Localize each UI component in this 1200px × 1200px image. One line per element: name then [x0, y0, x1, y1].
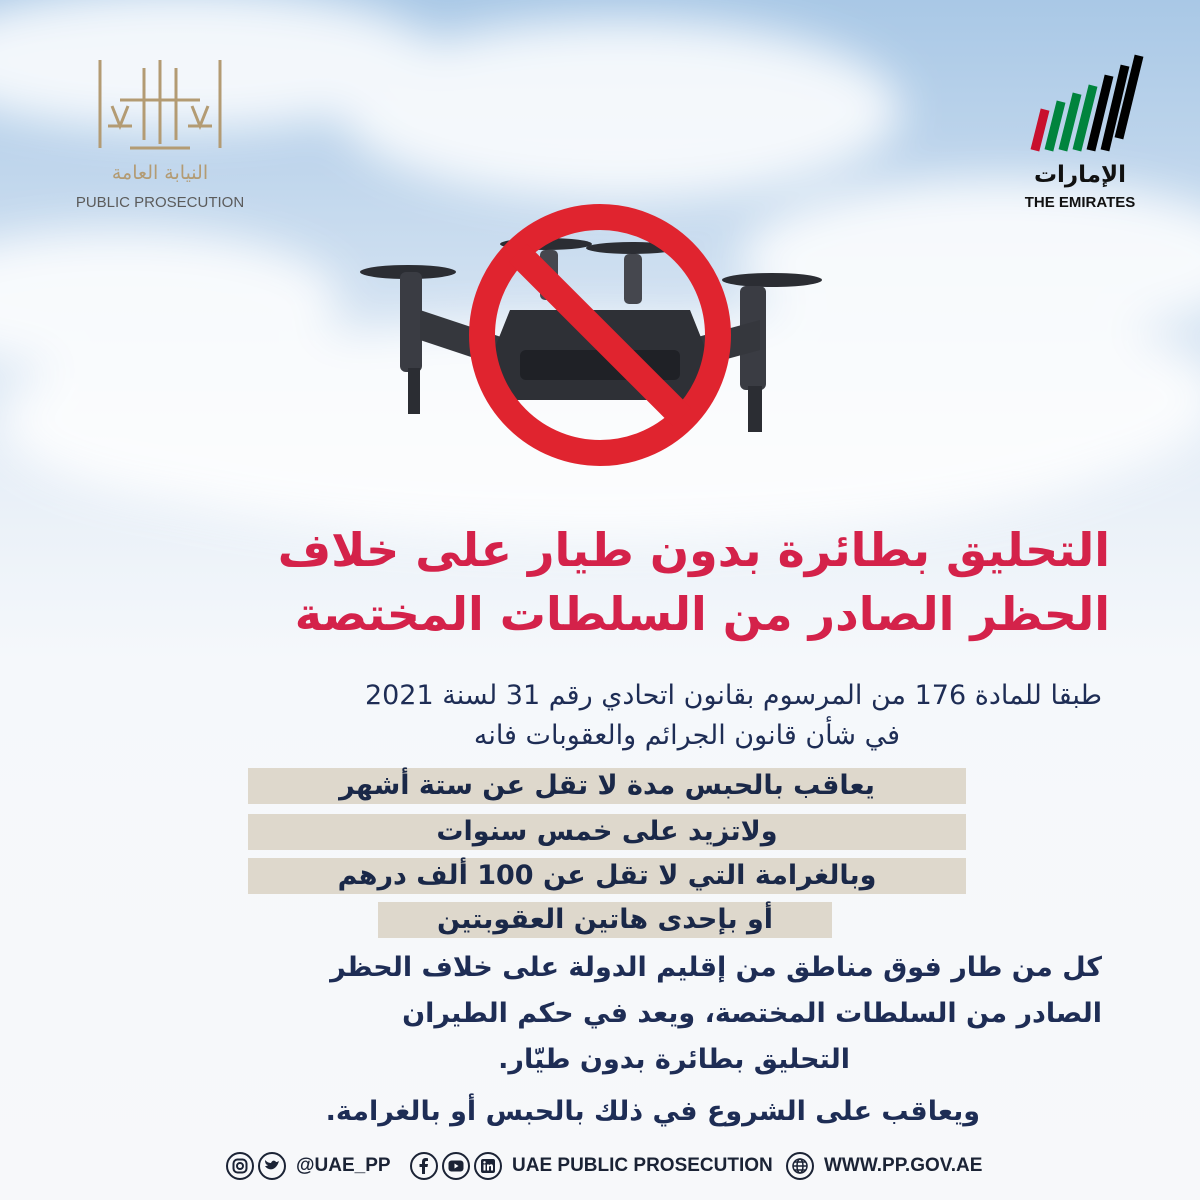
intro-line-2: في شأن قانون الجرائم والعقوبات فانه [473, 720, 900, 751]
facebook-icon[interactable] [410, 1152, 438, 1180]
scales-icon [90, 60, 230, 156]
description-line-1: كل من طار فوق مناطق من إقليم الدولة على خلاف الحظر [330, 952, 1102, 983]
youtube-icon[interactable] [442, 1152, 470, 1180]
penalty-line-1: يعاقب بالحبس مدة لا تقل عن ستة أشهر [248, 768, 966, 804]
logo-arabic-text: النيابة العامة [111, 162, 209, 184]
globe-icon[interactable] [786, 1152, 814, 1180]
footer [0, 1150, 1200, 1182]
drone-prohibited-illustration [360, 200, 840, 500]
website-link[interactable] [786, 1150, 982, 1182]
logo-arabic-text: الإمارات [1033, 162, 1127, 188]
logo-english-text: THE EMIRATES [1024, 194, 1136, 211]
intro-line-1: طبقا للمادة 176 من المرسوم بقانون اتحادي رقم 31 لسنة 2021 [364, 680, 1102, 711]
the-emirates-logo [1000, 54, 1160, 224]
penalty-line-3: وبالغرامة التي لا تقل عن 100 ألف درهم [248, 858, 966, 894]
linkedin-icon[interactable] [474, 1152, 502, 1180]
organization-name-text: UAE PUBLIC PROSECUTION [512, 1155, 773, 1176]
social-handle-text: @UAE_PP [296, 1155, 391, 1176]
public-prosecution-logo [60, 60, 260, 220]
twitter-icon[interactable] [258, 1152, 286, 1180]
logo-english-text: PUBLIC PROSECUTION [75, 194, 245, 211]
website-text: WWW.PP.GOV.AE [824, 1155, 983, 1176]
page-title-line-2: الحظر الصادر من السلطات المختصة [294, 587, 1110, 641]
closing-line: ويعاقب على الشروع في ذلك بالحبس أو بالغرامة. [325, 1096, 980, 1127]
instagram-icon[interactable] [226, 1152, 254, 1180]
organization-name[interactable] [410, 1150, 773, 1182]
penalty-line-4: أو بإحدى هاتين العقوبتين [378, 902, 832, 938]
emirates-stripes-icon [1020, 54, 1144, 154]
description-line-3: التحليق بطائرة بدون طيّار. [498, 1044, 850, 1075]
description-line-2: الصادر من السلطات المختصة، ويعد في حكم الطيران [402, 998, 1102, 1029]
page-title-line-1: التحليق بطائرة بدون طيار على خلاف [277, 523, 1110, 577]
social-handle[interactable] [226, 1150, 391, 1182]
penalty-line-2: ولاتزيد على خمس سنوات [248, 814, 966, 850]
